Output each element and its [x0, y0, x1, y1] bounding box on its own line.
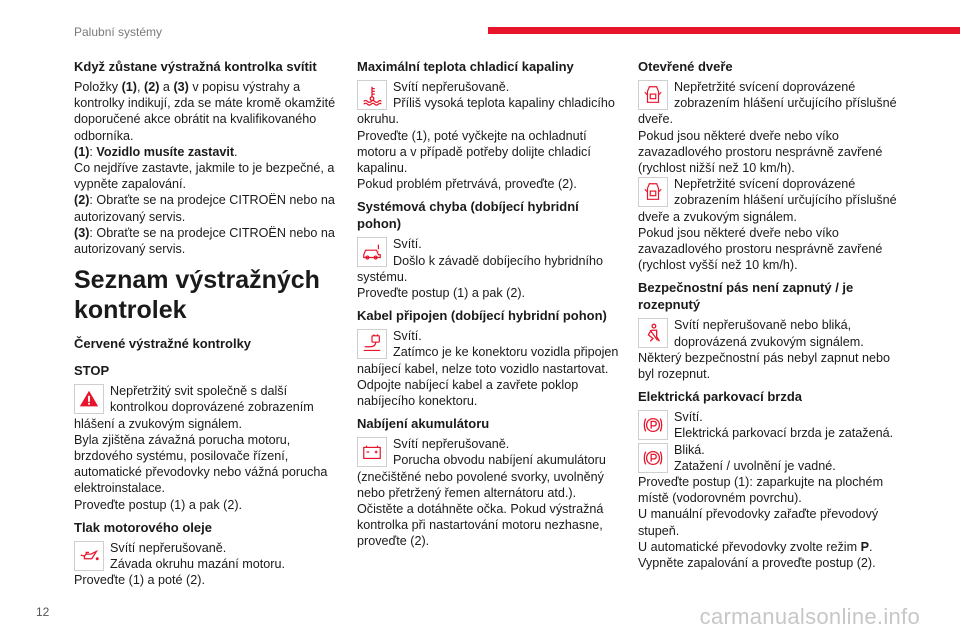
doors2-text-b: dveře a zvukovým signálem. [638, 209, 797, 224]
batt-text-c: (znečištěné nebo povolené svorky, uvolněný nebo přetržený řemen alternátoru atd.). [357, 469, 604, 500]
heading-parking-brake: Elektrická parkovací brzda [638, 389, 803, 405]
open-door-icon [638, 177, 668, 207]
doors1-text-c: Pokud jsou některé dveře nebo víko zavazadlového prostoru nesprávně zavřené (rychlost nižší než 10 km/h). [638, 128, 883, 176]
hybrid-system-fault-icon [357, 237, 387, 267]
park1-row [638, 409, 906, 441]
belt-text-b: Některý bezpečnostní pás nebyl zapnut nebo byl rozepnut. [638, 350, 891, 382]
sys-text-a: Svítí. [393, 237, 422, 252]
header-accent-bar [488, 27, 960, 34]
park2-text-b: Zatažení / uvolnění je vadné. [674, 458, 836, 473]
list-heading: Seznam výstražných kontrolek [74, 266, 320, 325]
doors1-row [638, 79, 906, 111]
warning-triangle-icon [74, 384, 104, 414]
temp-text-a: Svítí nepřerušovaně. [393, 80, 510, 94]
temp-text-e: Pokud problém přetrvává, proveďte (2). [357, 177, 577, 192]
heading-stop: STOP [74, 363, 110, 379]
stop-row [74, 383, 336, 415]
column-2 [357, 58, 623, 550]
intro-paragraph: Položky (1), (2) a (3) v popisu výstrahy a kontrolky indikují, zda se máte kromě okamžité doporučené akce obrátit na kvalifikovaného odborníka. [74, 80, 336, 143]
item-3: (3): Obraťte se na prodejce CITROËN nebo na autorizovaný servis. [74, 225, 335, 257]
park1-text-a: Svítí. [674, 410, 703, 425]
cable-text-b: Zatímco je ke konektoru vozidla připojen [393, 345, 619, 360]
item-1-text: Co nejdříve zastavte, jakmile to je bezpečné, a vypněte zapalování. [74, 161, 335, 192]
stop-text-d: Proveďte postup (1) a pak (2). [74, 497, 243, 512]
batt-row [357, 436, 623, 468]
sys-text-c: systému. [357, 269, 408, 284]
batt-text-d: Očistěte a dotáhněte očka. Pokud výstražná kontrolka při nastartování motoru nezhasne, proveďte (2). [357, 502, 604, 549]
section-title: Palubní systémy [74, 25, 163, 39]
heading-battery-charging: Nabíjení akumulátoru [357, 416, 490, 432]
park1-text-b: Elektrická parkovací brzda je zatažená. [674, 426, 894, 441]
heading-oil-pressure: Tlak motorového oleje [74, 519, 212, 535]
parking-brake-icon [638, 443, 668, 473]
doors2-text-a: Nepřetržité svícení doprovázené zobrazením hlášení určujícího příslušné [674, 177, 897, 208]
park-text-d: U manuální převodovky zařaďte převodový stupeň. [638, 507, 879, 538]
oil-text-b: Závada okruhu mazání motoru. [110, 557, 286, 572]
doors1-text-a: Nepřetržité svícení doprovázené zobrazením hlášení určujícího příslušné [674, 80, 897, 111]
parking-brake-icon [638, 410, 668, 440]
column-1 [74, 58, 336, 588]
heading-open-doors: Otevřené dveře [638, 59, 733, 74]
batt-text-b: Porucha obvodu nabíjení akumulátoru [393, 453, 606, 468]
item-1-title: (1): Vozidlo musíte zastavit. [74, 144, 238, 159]
doors2-row [638, 176, 906, 208]
page-number: 12 [36, 605, 50, 619]
batt-text-a: Svítí nepřerušovaně. [393, 437, 510, 452]
park-text-f: Vypněte zapalování a proveďte postup (2). [638, 556, 876, 571]
sys-row [357, 236, 623, 268]
temp-row [357, 79, 623, 111]
coolant-temperature-icon [357, 80, 387, 110]
temp-text-b: Příliš vysoká teplota kapaliny chladicího [393, 96, 615, 111]
heading-seatbelt: Bezpečnostní pás není zapnutý / je rozepnutý [638, 280, 854, 313]
cable-text-d: Odpojte nabíjecí kabel a zavřete poklop nabíjecího konektoru. [357, 377, 579, 409]
park2-text-a: Bliká. [674, 442, 705, 457]
watermark: carmanualsonline.info [699, 604, 920, 629]
park-text-e: U automatické převodovky zvolte režim P. [638, 539, 873, 554]
sys-text-b: Došlo k závadě dobíjecího hybridního [393, 253, 604, 268]
seatbelt-icon [638, 318, 668, 348]
stop-text-c: Byla zjištěna závažná porucha motoru, brzdového systému, posilovače řízení, automatické převodovky nebo vážná porucha elektroinstalace. [74, 432, 328, 496]
open-door-icon [638, 80, 668, 110]
cable-row [357, 328, 623, 360]
temp-text-d: Proveďte (1), poté vyčkejte na ochladnutí motoru a v případě potřeby dolijte chladicí kapalinu. [357, 128, 591, 176]
temp-text-c: okruhu. [357, 112, 400, 127]
oil-can-icon [74, 541, 104, 571]
column-3 [638, 58, 906, 571]
heading-coolant-temperature: Maximální teplota chladicí kapaliny [357, 59, 574, 74]
park2-row [638, 442, 906, 474]
item-2: (2): Obraťte se na prodejce CITROËN nebo na autorizovaný servis. [74, 193, 335, 224]
stop-text-a: Nepřetržitý svit společně s další kontrolkou doprovázené zobrazením [110, 384, 314, 415]
heading-red-warnings: Červené výstražné kontrolky [74, 336, 252, 352]
doors1-text-b: dveře. [638, 112, 674, 127]
sys-text-d: Proveďte postup (1) a pak (2). [357, 286, 526, 301]
park-text-c: Proveďte postup (1): zaparkujte na plochém místě (vodorovném povrchu). [638, 475, 884, 506]
battery-icon [357, 437, 387, 467]
oil-text-c: Proveďte (1) a poté (2). [74, 573, 205, 588]
belt-text-a: Svítí nepřerušovaně nebo bliká, doprovázená zvukovým signálem. [674, 318, 864, 349]
charging-cable-icon [357, 329, 387, 359]
doors2-text-c: Pokud jsou některé dveře nebo víko zavazadlového prostoru nesprávně zavřené (rychlost vyšší než 10 km/h). [638, 225, 883, 273]
heading-system-fault: Systémová chyba (dobíjecí hybridní pohon) [357, 199, 579, 232]
belt-row [638, 317, 906, 349]
cable-text-c: nabíjecí kabel, nelze toto vozidlo nastartovat. [357, 361, 609, 376]
oil-text-a: Svítí nepřerušovaně. [110, 540, 227, 555]
heading-when-lit: Když zůstane výstražná kontrolka svítit [74, 59, 317, 74]
cable-text-a: Svítí. [393, 329, 422, 344]
oil-row [74, 540, 336, 572]
heading-cable-connected: Kabel připojen (dobíjecí hybridní pohon) [357, 308, 607, 324]
stop-text-b: hlášení a zvukovým signálem. [74, 416, 242, 431]
